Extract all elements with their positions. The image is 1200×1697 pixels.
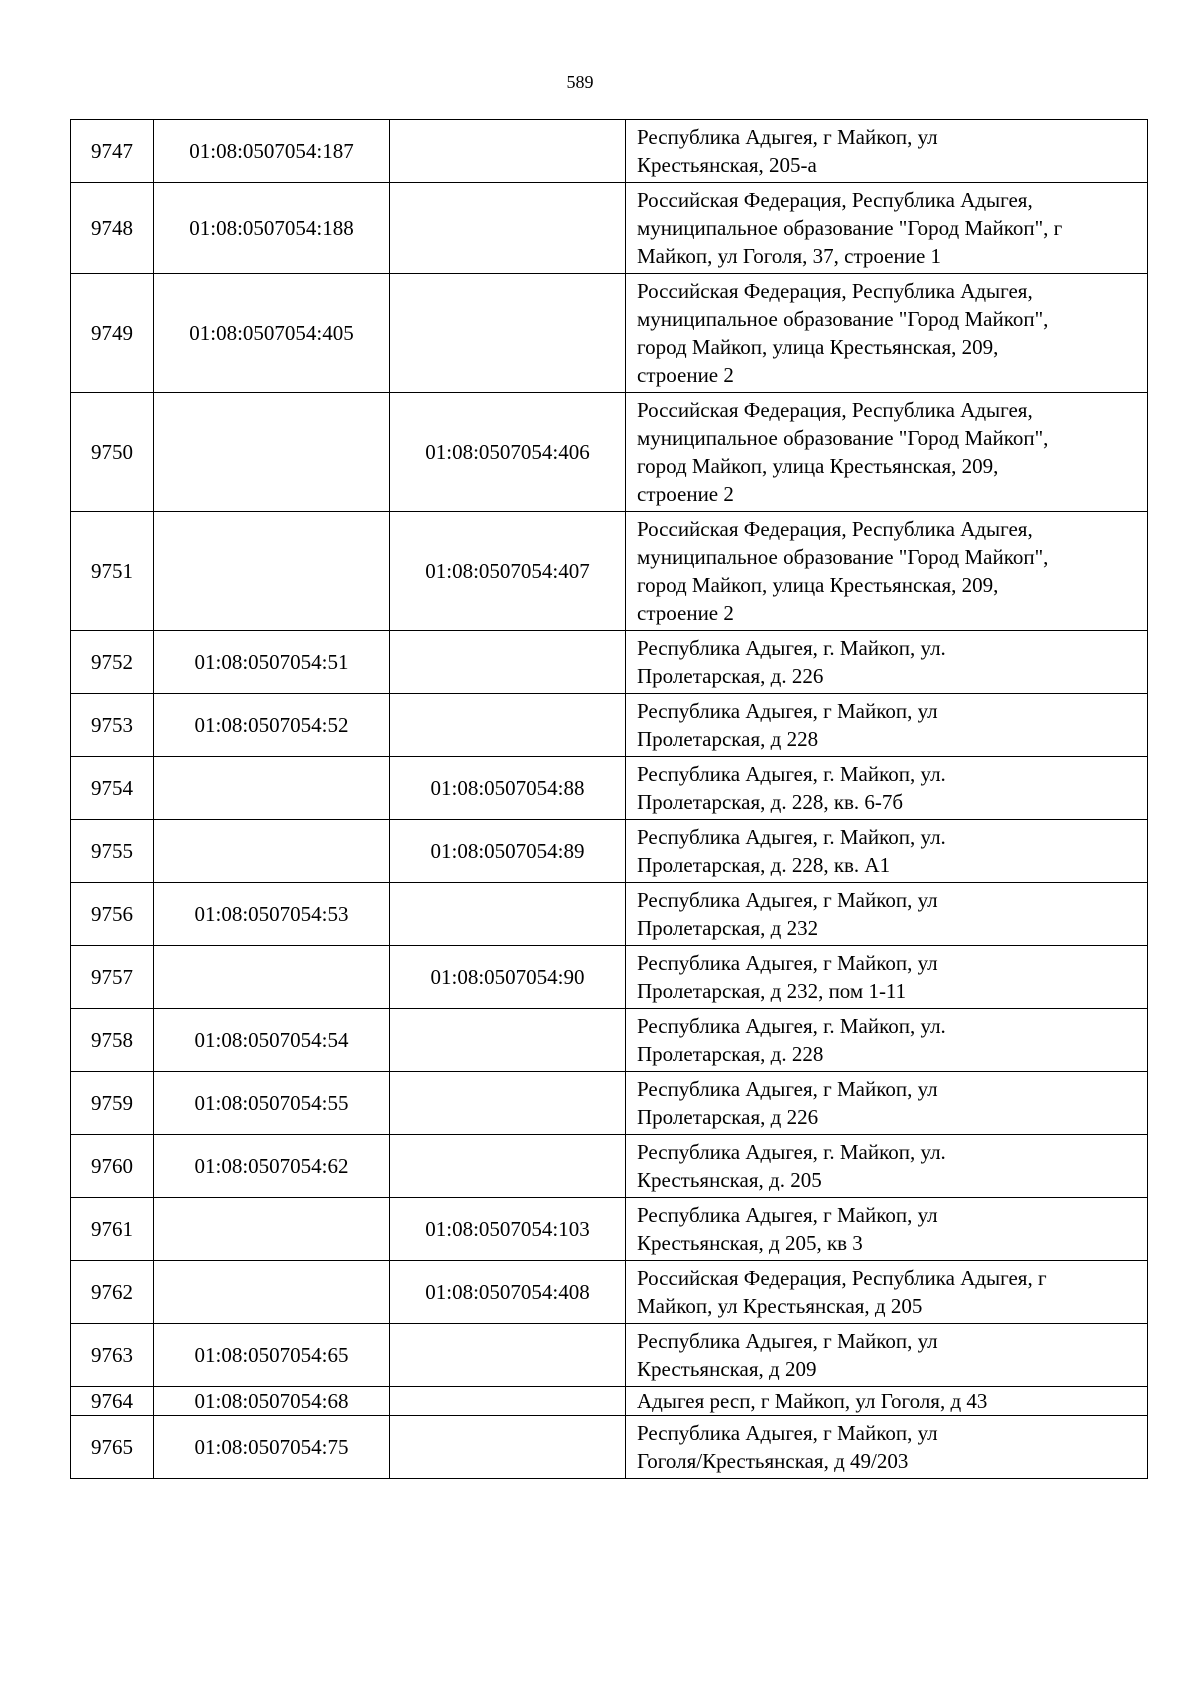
row-number-cell: 9762 xyxy=(71,1261,154,1324)
table-row xyxy=(71,1324,1148,1387)
address-cell xyxy=(626,883,1148,946)
table-row xyxy=(71,1261,1148,1324)
object-cadastral-number-cell: 01:08:0507054:408 xyxy=(390,1261,626,1324)
table-row xyxy=(71,946,1148,1009)
land-cadastral-number-cell xyxy=(154,512,390,631)
address-line: Пролетарская, д 232 xyxy=(637,916,819,940)
row-number-cell: 9747 xyxy=(71,120,154,183)
object-cadastral-number-cell: 01:08:0507054:103 xyxy=(390,1198,626,1261)
address-cell xyxy=(626,757,1148,820)
address-line: Пролетарская, д. 228, кв. А1 xyxy=(637,853,891,877)
address-line: Республика Адыгея, г. Майкоп, ул. xyxy=(637,762,946,786)
row-number-cell: 9755 xyxy=(71,820,154,883)
object-cadastral-number-cell xyxy=(390,1009,626,1072)
object-cadastral-number-cell: 01:08:0507054:406 xyxy=(390,393,626,512)
property-registry-table xyxy=(70,119,1148,1479)
address-line: Республика Адыгея, г Майкоп, ул xyxy=(637,125,938,149)
address-cell xyxy=(626,183,1148,274)
object-cadastral-number-cell: 01:08:0507054:89 xyxy=(390,820,626,883)
object-cadastral-number-cell xyxy=(390,631,626,694)
address-line: строение 2 xyxy=(637,482,734,506)
land-cadastral-number-cell xyxy=(154,820,390,883)
address-line: Республика Адыгея, г Майкоп, ул xyxy=(637,1077,938,1101)
address-line: Республика Адыгея, г. Майкоп, ул. xyxy=(637,1014,946,1038)
address-line: Крестьянская, 205-а xyxy=(637,153,817,177)
address-line: Майкоп, ул Крестьянская, д 205 xyxy=(637,1294,923,1318)
address-line: Пролетарская, д 226 xyxy=(637,1105,819,1129)
address-line: Российская Федерация, Республика Адыгея, xyxy=(637,398,1033,422)
land-cadastral-number-cell: 01:08:0507054:51 xyxy=(154,631,390,694)
row-number-cell: 9756 xyxy=(71,883,154,946)
row-number-cell: 9757 xyxy=(71,946,154,1009)
address-line: Республика Адыгея, г Майкоп, ул xyxy=(637,1421,938,1445)
row-number-cell: 9758 xyxy=(71,1009,154,1072)
land-cadastral-number-cell xyxy=(154,1261,390,1324)
address-line: Российская Федерация, Республика Адыгея, xyxy=(637,188,1033,212)
table-row xyxy=(71,1072,1148,1135)
address-cell xyxy=(626,274,1148,393)
address-line: строение 2 xyxy=(637,601,734,625)
address-line: Пролетарская, д 232, пом 1-11 xyxy=(637,979,907,1003)
row-number-cell: 9765 xyxy=(71,1416,154,1479)
address-cell xyxy=(626,1072,1148,1135)
land-cadastral-number-cell: 01:08:0507054:187 xyxy=(154,120,390,183)
table-row xyxy=(71,274,1148,393)
land-cadastral-number-cell: 01:08:0507054:55 xyxy=(154,1072,390,1135)
table-row xyxy=(71,393,1148,512)
address-line: Адыгея респ, г Майкоп, ул Гоголя, д 43 xyxy=(637,1389,988,1413)
row-number-cell: 9754 xyxy=(71,757,154,820)
registry-table-body xyxy=(71,120,1148,1479)
address-line: Пролетарская, д. 228 xyxy=(637,1042,824,1066)
address-line: Гоголя/Крестьянская, д 49/203 xyxy=(637,1449,909,1473)
address-line: Крестьянская, д 209 xyxy=(637,1357,817,1381)
row-number-cell: 9752 xyxy=(71,631,154,694)
address-line: Пролетарская, д. 228, кв. 6-7б xyxy=(637,790,904,814)
address-line: город Майкоп, улица Крестьянская, 209, xyxy=(637,335,999,359)
row-number-cell: 9749 xyxy=(71,274,154,393)
table-row xyxy=(71,820,1148,883)
address-line: Республика Адыгея, г Майкоп, ул xyxy=(637,1203,938,1227)
address-cell xyxy=(626,1198,1148,1261)
land-cadastral-number-cell xyxy=(154,1198,390,1261)
land-cadastral-number-cell: 01:08:0507054:68 xyxy=(154,1387,390,1416)
table-row xyxy=(71,1009,1148,1072)
object-cadastral-number-cell: 01:08:0507054:90 xyxy=(390,946,626,1009)
land-cadastral-number-cell: 01:08:0507054:75 xyxy=(154,1416,390,1479)
address-line: Республика Адыгея, г. Майкоп, ул. xyxy=(637,636,946,660)
row-number-cell: 9763 xyxy=(71,1324,154,1387)
land-cadastral-number-cell xyxy=(154,393,390,512)
address-cell xyxy=(626,393,1148,512)
object-cadastral-number-cell xyxy=(390,1072,626,1135)
address-line: Республика Адыгея, г. Майкоп, ул. xyxy=(637,1140,946,1164)
object-cadastral-number-cell xyxy=(390,183,626,274)
object-cadastral-number-cell xyxy=(390,883,626,946)
address-line: Майкоп, ул Гоголя, 37, строение 1 xyxy=(637,244,942,268)
address-line: Пролетарская, д 228 xyxy=(637,727,819,751)
address-cell xyxy=(626,1009,1148,1072)
land-cadastral-number-cell xyxy=(154,946,390,1009)
table-row xyxy=(71,694,1148,757)
object-cadastral-number-cell xyxy=(390,274,626,393)
address-line: Республика Адыгея, г. Майкоп, ул. xyxy=(637,825,946,849)
row-number-cell: 9761 xyxy=(71,1198,154,1261)
object-cadastral-number-cell xyxy=(390,694,626,757)
address-cell xyxy=(626,946,1148,1009)
object-cadastral-number-cell xyxy=(390,1416,626,1479)
row-number-cell: 9760 xyxy=(71,1135,154,1198)
object-cadastral-number-cell: 01:08:0507054:407 xyxy=(390,512,626,631)
row-number-cell: 9751 xyxy=(71,512,154,631)
address-cell xyxy=(626,694,1148,757)
address-line: Пролетарская, д. 226 xyxy=(637,664,824,688)
address-line: Крестьянская, д 205, кв 3 xyxy=(637,1231,863,1255)
table-row xyxy=(71,1387,1148,1416)
address-line: город Майкоп, улица Крестьянская, 209, xyxy=(637,454,999,478)
table-row xyxy=(71,183,1148,274)
land-cadastral-number-cell: 01:08:0507054:53 xyxy=(154,883,390,946)
row-number-cell: 9764 xyxy=(71,1387,154,1416)
address-line: муниципальное образование "Город Майкоп", xyxy=(637,307,1049,331)
address-line: строение 2 xyxy=(637,363,734,387)
land-cadastral-number-cell: 01:08:0507054:62 xyxy=(154,1135,390,1198)
row-number-cell: 9748 xyxy=(71,183,154,274)
address-cell xyxy=(626,1416,1148,1479)
table-row xyxy=(71,883,1148,946)
address-cell xyxy=(626,1261,1148,1324)
address-cell xyxy=(626,1324,1148,1387)
address-line: Республика Адыгея, г Майкоп, ул xyxy=(637,888,938,912)
table-row xyxy=(71,120,1148,183)
object-cadastral-number-cell xyxy=(390,1135,626,1198)
table-row xyxy=(71,631,1148,694)
address-cell xyxy=(626,631,1148,694)
object-cadastral-number-cell: 01:08:0507054:88 xyxy=(390,757,626,820)
table-row xyxy=(71,757,1148,820)
address-line: Российская Федерация, Республика Адыгея, г xyxy=(637,1266,1047,1290)
table-row xyxy=(71,1135,1148,1198)
address-line: Республика Адыгея, г Майкоп, ул xyxy=(637,951,938,975)
address-cell xyxy=(626,1387,1148,1416)
land-cadastral-number-cell: 01:08:0507054:54 xyxy=(154,1009,390,1072)
address-cell xyxy=(626,120,1148,183)
row-number-cell: 9759 xyxy=(71,1072,154,1135)
land-cadastral-number-cell xyxy=(154,757,390,820)
address-line: муниципальное образование "Город Майкоп", xyxy=(637,545,1049,569)
table-row xyxy=(71,512,1148,631)
land-cadastral-number-cell: 01:08:0507054:188 xyxy=(154,183,390,274)
address-line: Крестьянская, д. 205 xyxy=(637,1168,822,1192)
land-cadastral-number-cell: 01:08:0507054:52 xyxy=(154,694,390,757)
row-number-cell: 9750 xyxy=(71,393,154,512)
table-row xyxy=(71,1198,1148,1261)
object-cadastral-number-cell xyxy=(390,1324,626,1387)
page-number: 589 xyxy=(566,72,594,92)
address-line: Республика Адыгея, г Майкоп, ул xyxy=(637,699,938,723)
address-line: Республика Адыгея, г Майкоп, ул xyxy=(637,1329,938,1353)
address-cell xyxy=(626,1135,1148,1198)
address-cell xyxy=(626,512,1148,631)
land-cadastral-number-cell: 01:08:0507054:405 xyxy=(154,274,390,393)
table-row xyxy=(71,1416,1148,1479)
row-number-cell: 9753 xyxy=(71,694,154,757)
address-line: город Майкоп, улица Крестьянская, 209, xyxy=(637,573,999,597)
address-cell xyxy=(626,820,1148,883)
address-line: муниципальное образование "Город Майкоп", xyxy=(637,426,1049,450)
address-line: Российская Федерация, Республика Адыгея, xyxy=(637,279,1033,303)
address-line: Российская Федерация, Республика Адыгея, xyxy=(637,517,1033,541)
object-cadastral-number-cell xyxy=(390,1387,626,1416)
address-line: муниципальное образование "Город Майкоп", г xyxy=(637,216,1063,240)
object-cadastral-number-cell xyxy=(390,120,626,183)
land-cadastral-number-cell: 01:08:0507054:65 xyxy=(154,1324,390,1387)
